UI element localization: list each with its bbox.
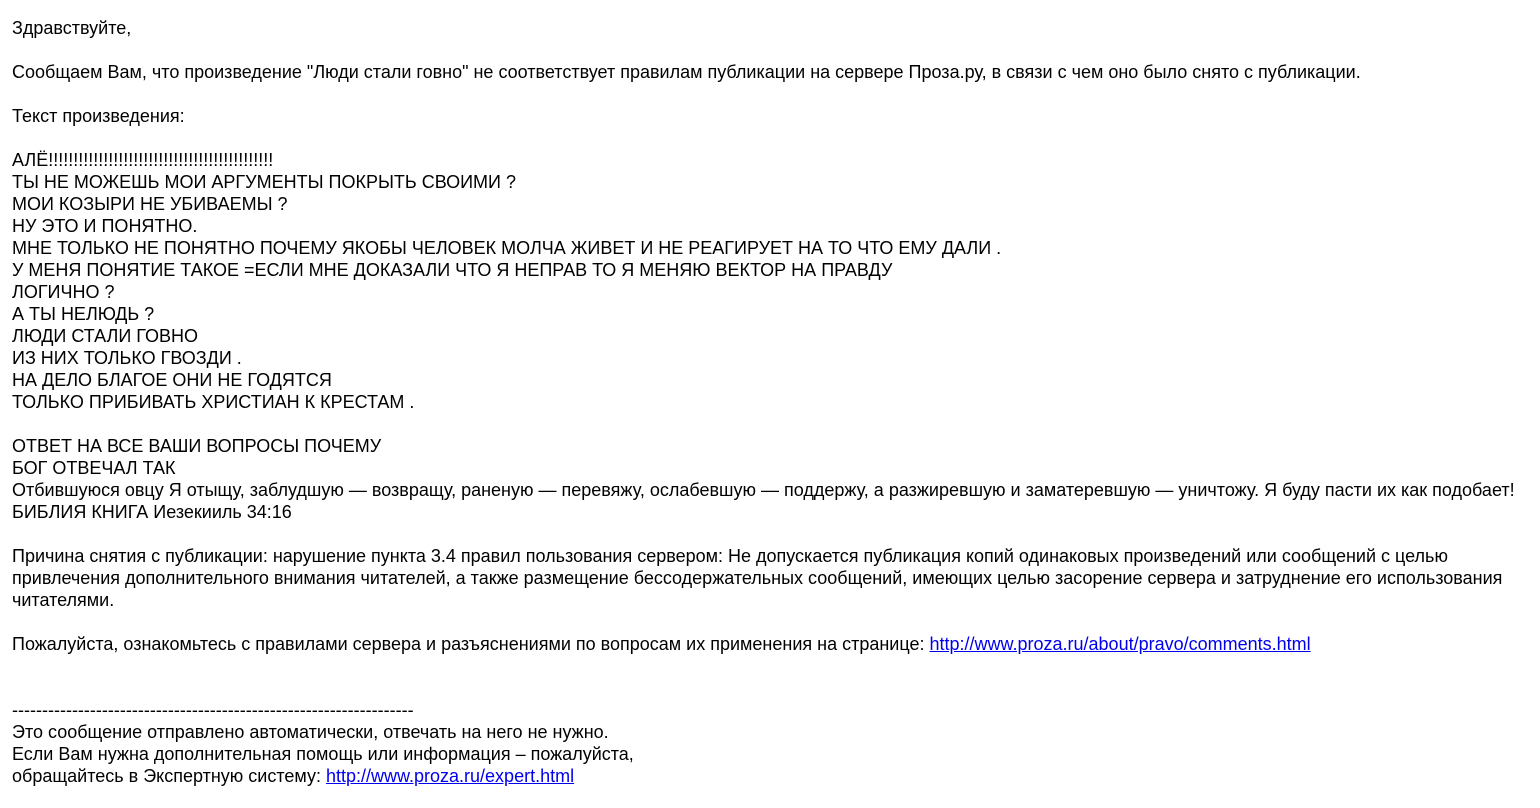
footer-help-notice: Если Вам нужна дополнительная помощь или информация – пожалуйста, <box>12 744 634 764</box>
bible-quote: Отбившуюся овцу Я отыщу, заблудшую — возвращу, раненую — перевяжу, ослабевшую — поддержу, а разжиревшую и заматеревшую — уничтожу. Я буду пасти их как подобает! БИБЛИЯ КНИГА Иезекииль 34:16 <box>12 480 1515 522</box>
work-text-line: МОИ КОЗЫРИ НЕ УБИВАЕМЫ ? <box>12 194 288 214</box>
blank-line <box>12 39 1530 61</box>
blank-lines <box>12 655 1530 699</box>
footer-auto-notice: Это сообщение отправлено автоматически, отвечать на него не нужно. <box>12 722 609 742</box>
work-text-line: ТОЛЬКО ПРИБИВАТЬ ХРИСТИАН К КРЕСТАМ . <box>12 392 415 412</box>
work-text-line: АЛЁ!!!!!!!!!!!!!!!!!!!!!!!!!!!!!!!!!!!!!!!!!!!!! <box>12 150 274 170</box>
footer-expert-line <box>12 765 1530 787</box>
work-text-line: ОТВЕТ НА ВСЕ ВАШИ ВОПРОСЫ ПОЧЕМУ <box>12 436 382 456</box>
work-text-line: НА ДЕЛО БЛАГОЕ ОНИ НЕ ГОДЯТСЯ <box>12 370 332 390</box>
removal-reason: Причина снятия с публикации: нарушение пункта 3.4 правил пользования сервером: Не допускается публикация копий одинаковых произведений или сообщений с целью привлечения дополнительного внимания читателей, а также размещение бессодержательных сообщений, имеющих целью засорение сервера и затруднение его использования читателями. <box>12 546 1503 610</box>
email-body <box>12 17 1530 787</box>
blank-line <box>12 413 1530 435</box>
footer-separator: ------------------------------------------------------------------- <box>12 700 414 720</box>
work-text-line: МНЕ ТОЛЬКО НЕ ПОНЯТНО ПОЧЕМУ ЯКОБЫ ЧЕЛОВЕК МОЛЧА ЖИВЕТ И НЕ РЕАГИРУЕТ НА ТО ЧТО ЕМУ ДАЛИ . <box>12 238 1002 258</box>
rules-line <box>12 633 1530 655</box>
rules-link[interactable]: http://www.proza.ru/about/pravo/comments.html <box>929 634 1311 654</box>
work-text-label: Текст произведения: <box>12 106 185 126</box>
work-text-line: ЛЮДИ СТАЛИ ГОВНО <box>12 326 199 346</box>
removal-notice: Сообщаем Вам, что произведение "Люди стали говно" не соответствует правилам публикации на сервере Проза.ру, в связи с чем оно было снято с публикации. <box>12 62 1361 82</box>
footer-expert-prompt: обращайтесь в Экспертную систему: <box>12 766 326 786</box>
blank-line <box>12 127 1530 149</box>
work-text-line: НУ ЭТО И ПОНЯТНО. <box>12 216 198 236</box>
greeting-text: Здравствуйте, <box>12 18 132 38</box>
work-text-block <box>12 149 1530 523</box>
work-text-line: А ТЫ НЕЛЮДЬ ? <box>12 304 155 324</box>
blank-line <box>12 611 1530 633</box>
work-text-line: ИЗ НИХ ТОЛЬКО ГВОЗДИ . <box>12 348 242 368</box>
rules-prompt: Пожалуйста, ознакомьтесь с правилами сервера и разъяснениями по вопросам их применения на странице: <box>12 634 930 654</box>
expert-link[interactable]: http://www.proza.ru/expert.html <box>325 766 575 786</box>
work-text-line: БОГ ОТВЕЧАЛ ТАК <box>12 458 176 478</box>
work-text-line: У МЕНЯ ПОНЯТИЕ ТАКОЕ =ЕСЛИ МНЕ ДОКАЗАЛИ ЧТО Я НЕПРАВ ТО Я МЕНЯЮ ВЕКТОР НА ПРАВДУ <box>12 260 893 280</box>
blank-line <box>12 523 1530 545</box>
blank-line <box>12 83 1530 105</box>
work-text-line: ЛОГИЧНО ? <box>12 282 115 302</box>
work-text-line: ТЫ НЕ МОЖЕШЬ МОИ АРГУМЕНТЫ ПОКРЫТЬ СВОИМИ ? <box>12 172 516 192</box>
